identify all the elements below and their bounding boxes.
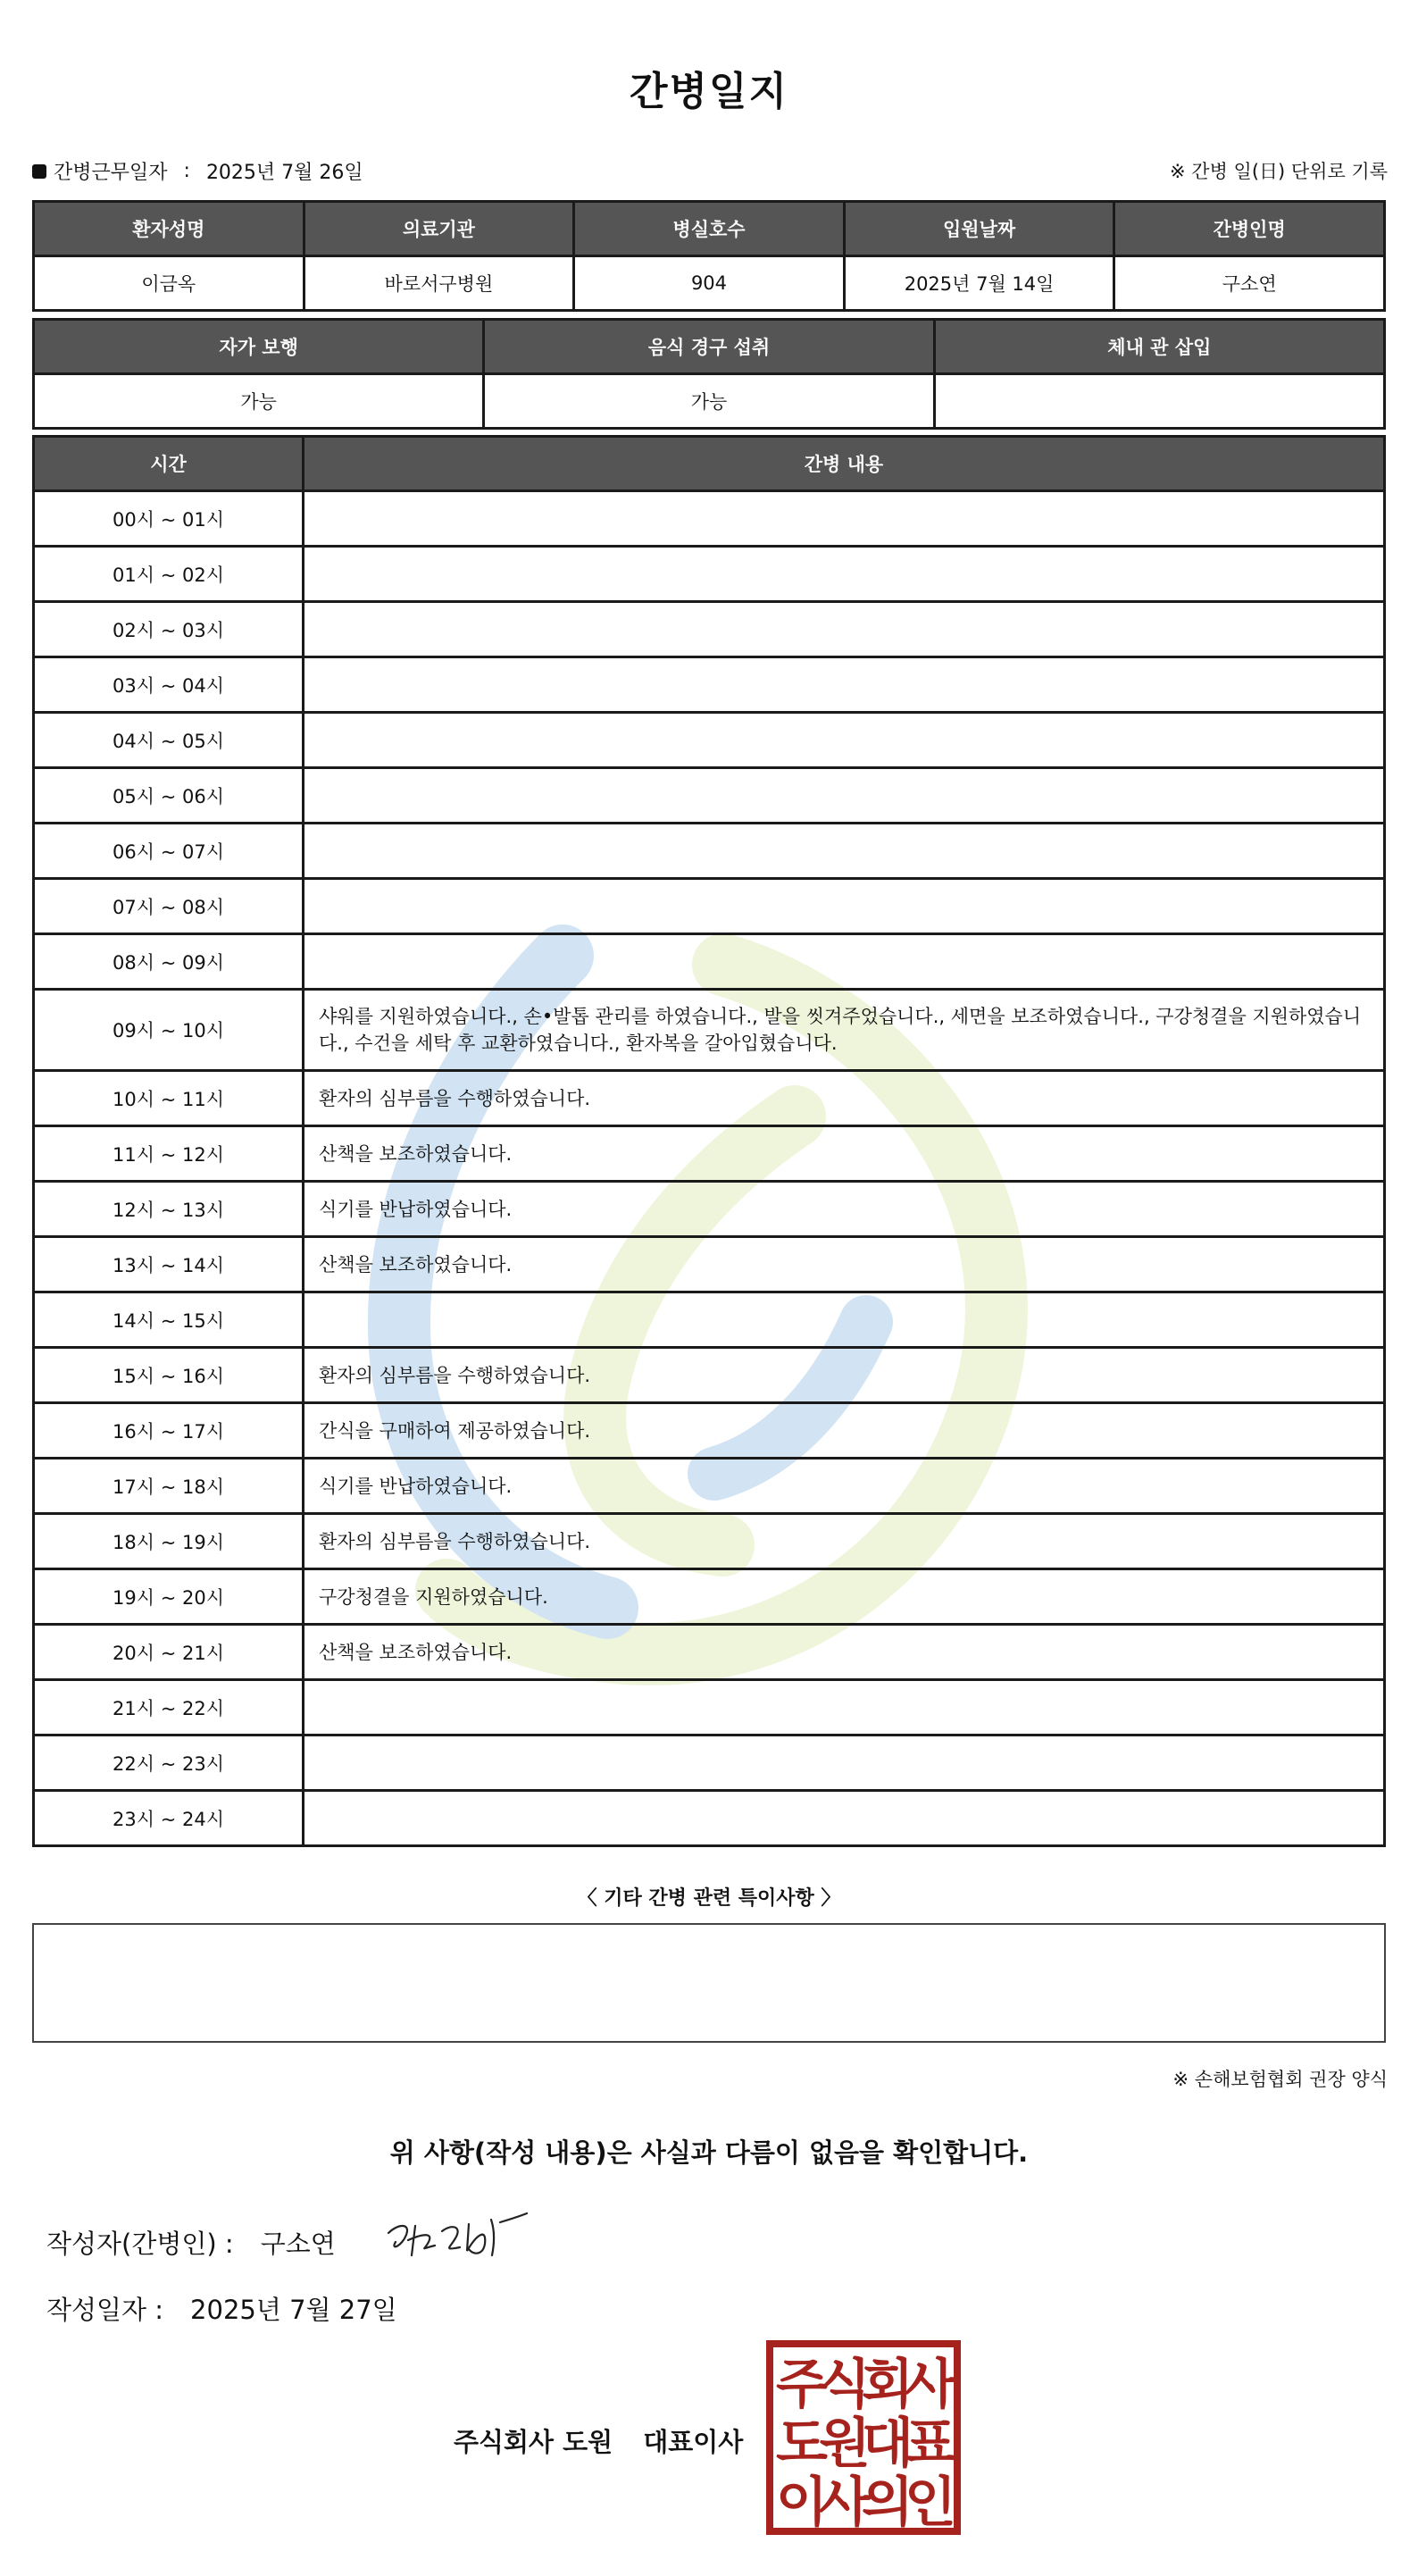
care-content: 산책을 보조하였습니다.	[304, 1625, 1385, 1680]
header-tube-insertion: 체내 관 삽입	[934, 320, 1384, 374]
patient-name: 이금옥	[34, 256, 304, 311]
svg-text:인: 인	[905, 2471, 956, 2534]
table-row	[34, 1126, 1385, 1182]
self-walking-value: 가능	[34, 374, 484, 429]
svg-text:대: 대	[862, 2413, 913, 2475]
time-slot: 00시 ~ 01시	[34, 491, 304, 547]
care-content: 산책을 보조하였습니다.	[304, 1126, 1385, 1182]
admission-date: 2025년 7월 14일	[844, 256, 1114, 311]
care-content: 환자의 심부름을 수행하였습니다.	[304, 1514, 1385, 1569]
time-slot: 07시 ~ 08시	[34, 879, 304, 934]
time-slot: 11시 ~ 12시	[34, 1126, 304, 1182]
company-name: 주식회사 도원	[454, 2427, 613, 2457]
care-content: 샤워를 지원하였습니다., 손•발톱 관리를 하였습니다., 발을 씻겨주었습니다., 세면을 보조하였습니다., 구강청결을 지원하였습니다., 수건을 세탁 후 교환하였습니다., 환자복을 갈아입혔습니다.	[304, 990, 1385, 1071]
time-slot: 18시 ~ 19시	[34, 1514, 304, 1569]
care-content: 산책을 보조하였습니다.	[304, 1237, 1385, 1292]
table-row	[34, 657, 1385, 713]
care-content	[304, 713, 1385, 768]
time-slot: 03시 ~ 04시	[34, 657, 304, 713]
time-slot: 20시 ~ 21시	[34, 1625, 304, 1680]
table-row	[34, 768, 1385, 824]
time-slot: 06시 ~ 07시	[34, 824, 304, 879]
table-row	[34, 824, 1385, 879]
time-slot: 16시 ~ 17시	[34, 1403, 304, 1459]
header-patient-name: 환자성명	[34, 202, 304, 256]
handwritten-signature	[380, 2206, 531, 2269]
care-content: 간식을 구매하여 제공하였습니다.	[304, 1403, 1385, 1459]
header-care-content: 간병 내용	[304, 437, 1385, 491]
oral-intake-value: 가능	[484, 374, 934, 429]
notes-title: 〈 기타 간병 관련 특이사항 〉	[577, 1887, 841, 1910]
company-representative: 대표이사	[643, 2427, 744, 2457]
time-slot: 14시 ~ 15시	[34, 1292, 304, 1348]
care-content: 식기를 반납하였습니다.	[304, 1182, 1385, 1237]
svg-text:이: 이	[776, 2471, 828, 2534]
care-content	[304, 657, 1385, 713]
header-self-walking: 자가 보행	[34, 320, 484, 374]
caregiver-name: 구소연	[1114, 256, 1385, 311]
table-row	[34, 602, 1385, 657]
svg-text:주: 주	[776, 2354, 828, 2416]
care-content: 환자의 심부름을 수행하였습니다.	[304, 1071, 1385, 1126]
patient-status-table	[32, 318, 1386, 430]
time-slot: 05시 ~ 06시	[34, 768, 304, 824]
time-slot: 23시 ~ 24시	[34, 1791, 304, 1846]
table-row	[34, 1791, 1385, 1846]
header-oral-intake: 음식 경구 섭취	[484, 320, 934, 374]
svg-text:식: 식	[819, 2354, 871, 2416]
time-slot: 13시 ~ 14시	[34, 1237, 304, 1292]
page-title: 간병일지	[629, 69, 788, 114]
work-date-separator: :	[183, 160, 190, 182]
time-slot: 04시 ~ 05시	[34, 713, 304, 768]
care-content: 식기를 반납하였습니다.	[304, 1459, 1385, 1514]
table-row	[34, 1071, 1385, 1126]
form-source-note: ※ 손해보험협회 권장 양식	[1172, 2069, 1388, 2090]
table-row	[34, 1680, 1385, 1735]
table-row	[34, 713, 1385, 768]
care-content	[304, 1735, 1385, 1791]
svg-text:표: 표	[905, 2413, 956, 2475]
care-content	[304, 1292, 1385, 1348]
care-content: 구강청결을 지원하였습니다.	[304, 1569, 1385, 1625]
svg-text:의: 의	[862, 2471, 913, 2534]
time-slot: 02시 ~ 03시	[34, 602, 304, 657]
svg-text:사: 사	[819, 2471, 871, 2534]
company-seal-stamp	[764, 2338, 963, 2537]
written-date-label: 작성일자 :	[46, 2295, 164, 2325]
time-slot: 10시 ~ 11시	[34, 1071, 304, 1126]
bullet-square-icon	[32, 164, 46, 179]
writer-name: 구소연	[260, 2229, 336, 2259]
table-row	[34, 1348, 1385, 1403]
care-content	[304, 824, 1385, 879]
table-row	[34, 1459, 1385, 1514]
header-time: 시간	[34, 437, 304, 491]
table-row	[34, 491, 1385, 547]
table-row	[34, 1237, 1385, 1292]
written-date-line	[46, 2290, 397, 2327]
record-unit-note: ※ 간병 일(日) 단위로 기록	[1170, 161, 1388, 182]
tube-insertion-value	[934, 374, 1384, 429]
table-row	[34, 547, 1385, 602]
table-row	[34, 1182, 1385, 1237]
confirmation-statement: 위 사항(작성 내용)은 사실과 다름이 없음을 확인합니다.	[389, 2137, 1029, 2168]
hospital-name: 바로서구병원	[304, 256, 574, 311]
writer-line	[46, 2224, 336, 2261]
svg-text:사: 사	[905, 2354, 956, 2416]
care-content	[304, 491, 1385, 547]
table-row	[34, 934, 1385, 990]
table-row	[34, 1292, 1385, 1348]
svg-text:원: 원	[819, 2413, 871, 2475]
header-hospital: 의료기관	[304, 202, 574, 256]
time-slot: 01시 ~ 02시	[34, 547, 304, 602]
care-content	[304, 768, 1385, 824]
writer-label: 작성자(간병인) :	[46, 2229, 234, 2259]
time-slot: 21시 ~ 22시	[34, 1680, 304, 1735]
work-date-label: 간병근무일자	[54, 162, 168, 184]
header-admission-date: 입원날짜	[844, 202, 1114, 256]
table-row	[34, 1403, 1385, 1459]
care-content	[304, 934, 1385, 990]
table-row	[34, 1735, 1385, 1791]
time-slot: 22시 ~ 23시	[34, 1735, 304, 1791]
care-content	[304, 1791, 1385, 1846]
svg-text:도: 도	[776, 2413, 828, 2475]
table-row	[34, 1625, 1385, 1680]
care-content	[304, 879, 1385, 934]
table-row	[34, 879, 1385, 934]
work-date-value: 2025년 7월 26일	[205, 162, 363, 184]
table-row	[34, 1514, 1385, 1569]
table-row	[34, 990, 1385, 1071]
time-slot: 12시 ~ 13시	[34, 1182, 304, 1237]
time-slot: 19시 ~ 20시	[34, 1569, 304, 1625]
header-room-number: 병실호수	[574, 202, 845, 256]
time-slot: 08시 ~ 09시	[34, 934, 304, 990]
care-content	[304, 547, 1385, 602]
written-date-value: 2025년 7월 27일	[190, 2295, 397, 2325]
table-row	[34, 1569, 1385, 1625]
care-log-table	[32, 435, 1386, 1847]
svg-text:회: 회	[862, 2354, 913, 2416]
care-content	[304, 1680, 1385, 1735]
time-slot: 17시 ~ 18시	[34, 1459, 304, 1514]
time-slot: 09시 ~ 10시	[34, 990, 304, 1071]
work-date-line	[32, 157, 363, 185]
room-number: 904	[574, 256, 845, 311]
notes-box	[32, 1923, 1386, 2043]
company-line	[454, 2422, 743, 2459]
care-content	[304, 602, 1385, 657]
care-content: 환자의 심부름을 수행하였습니다.	[304, 1348, 1385, 1403]
header-caregiver-name: 간병인명	[1114, 202, 1385, 256]
patient-info-table	[32, 200, 1386, 312]
time-slot: 15시 ~ 16시	[34, 1348, 304, 1403]
